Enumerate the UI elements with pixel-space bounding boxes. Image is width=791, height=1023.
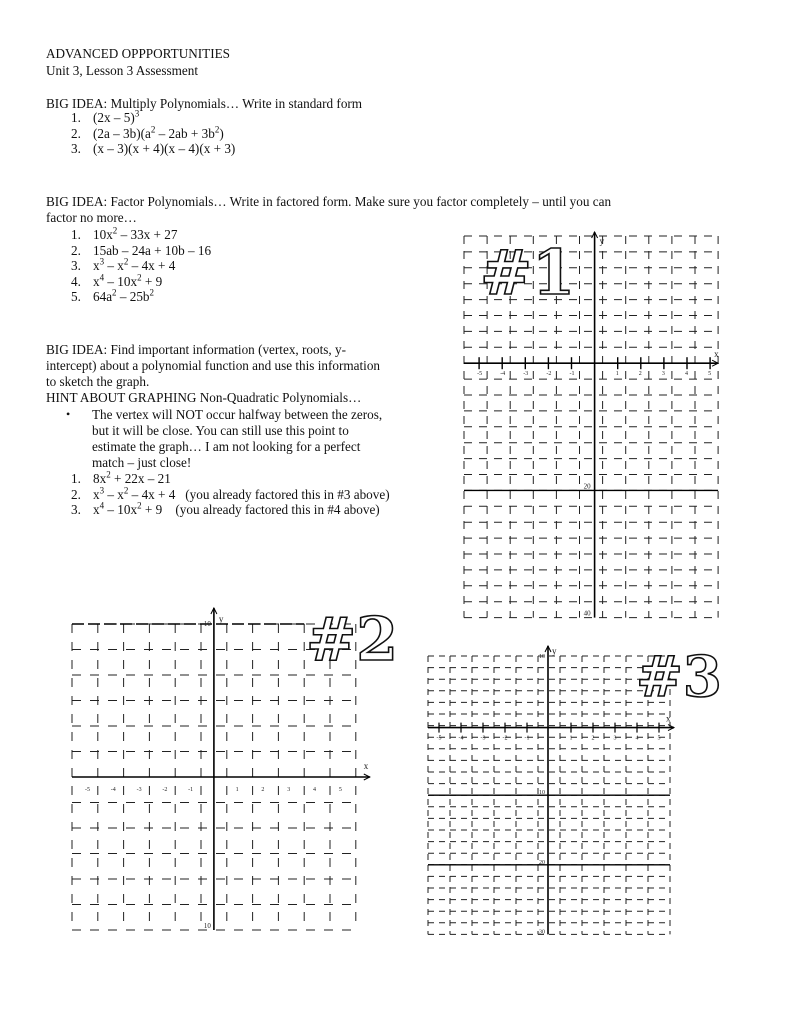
y-tick-label: 10 (203, 620, 211, 628)
section2-item (46, 227, 211, 243)
section2-item-text: $x^3 - x^2 - 4x + 4$ (93, 256, 176, 274)
section1-item-number: 2. (71, 125, 81, 141)
x-tick-label: -4 (458, 735, 464, 742)
y-tick-label: 10 (203, 922, 211, 930)
section3-heading-line2: intercept) about a polynomial function and use this information (46, 358, 381, 373)
graph-2-grid[interactable] (70, 605, 399, 938)
graph-3[interactable] (426, 642, 722, 942)
section1-item (46, 141, 235, 157)
graph-3-grid[interactable] (426, 642, 722, 942)
bullet-line-3: estimate the graph… I am not looking for a perfect (92, 439, 361, 454)
bullet-icon: • (66, 407, 71, 421)
section2-item-number: 2. (71, 242, 81, 258)
section3-item (46, 487, 390, 503)
section2-list (46, 227, 211, 305)
graph-1-grid[interactable] (462, 232, 724, 622)
x-tick-label: 4 (635, 735, 639, 742)
section2-item-number: 4. (71, 273, 81, 289)
x-tick-label: 3 (613, 735, 617, 742)
x-axis-label: x (714, 349, 719, 360)
section2-item-text: $x^4 - 10x^2 + 9$ (93, 272, 163, 289)
graph-label: #1 (480, 236, 576, 309)
bullet-line-4: match – just close! (92, 455, 192, 470)
section2-heading-line1: BIG IDEA: Factor Polynomials… Write in factored form. Make sure you factor completely – until you can (46, 194, 612, 209)
section1-item-number: 3. (71, 141, 81, 157)
graph-label: #3 (636, 644, 722, 710)
x-tick-label: 2 (591, 735, 595, 742)
x-tick-label: 3 (287, 787, 291, 793)
y-axis-label: y (218, 614, 224, 624)
y-axis-label: y (599, 236, 605, 246)
section3-list (46, 471, 390, 518)
x-tick-label: -3 (523, 371, 529, 378)
section2-item (46, 289, 211, 305)
x-tick-label: -3 (136, 787, 142, 793)
section1-item (46, 110, 235, 126)
y-tick-label: 30 (539, 929, 545, 936)
section3-item (46, 471, 390, 487)
graph-2[interactable] (70, 605, 399, 938)
bullet-line-1: The vertex will NOT occur halfway between the zeros, (92, 407, 383, 422)
x-tick-label: -1 (524, 735, 530, 742)
section2-item-number: 3. (71, 258, 81, 274)
x-tick-label: 4 (685, 371, 688, 378)
graph-1[interactable] (462, 232, 724, 622)
x-tick-label: 1 (235, 787, 239, 793)
x-axis-label: x (363, 761, 369, 771)
x-axis-label: x (666, 713, 671, 724)
x-tick-label: 2 (638, 371, 642, 378)
doc-title: ADVANCED OPPPORTUNITIES (46, 46, 230, 61)
x-tick-label: -1 (569, 371, 575, 378)
y-axis-label: y (552, 646, 557, 656)
x-tick-label: -5 (477, 371, 483, 378)
section2-item (46, 274, 211, 290)
section1-item (46, 126, 235, 142)
section1-item-number: 1. (71, 110, 81, 125)
section2-item-text: 15ab – 24a + 10b – 16 (93, 242, 212, 258)
section3-hint: HINT ABOUT GRAPHING Non-Quadratic Polynomials… (46, 390, 362, 405)
section1-item-text: (x – 3)(x + 4)(x – 4)(x + 3) (93, 141, 236, 157)
section3-heading-line3: to sketch the graph. (46, 374, 150, 389)
y-tick-label: 20 (583, 482, 591, 491)
section3-heading-line1: BIG IDEA: Find important information (vertex, roots, y- (46, 342, 346, 357)
x-tick-label: -5 (84, 787, 90, 793)
section3-item (46, 502, 390, 518)
section2-item-text: $10x^2 - 33x + 27$ (93, 225, 178, 242)
section2-item (46, 243, 211, 259)
x-tick-label: 5 (708, 371, 712, 378)
section3-item-text: $x^3 - x^2 - 4x + 4$ (you already factored this in #3 above) (93, 485, 390, 502)
section2-item-text: $64a^2 - 25b^2$ (93, 287, 155, 305)
section1-list (46, 110, 235, 157)
x-tick-label: 3 (661, 371, 665, 378)
x-tick-label: -3 (480, 735, 486, 742)
doc-subtitle: Unit 3, Lesson 3 Assessment (46, 63, 199, 78)
section2-item-number: 1. (71, 227, 81, 242)
x-tick-label: 4 (313, 787, 317, 793)
x-tick-label: 5 (657, 735, 661, 742)
x-tick-label: -5 (436, 735, 442, 742)
x-tick-label: -2 (502, 735, 508, 742)
y-tick-label: 10 (539, 790, 545, 797)
section1-heading: BIG IDEA: Multiply Polynomials… Write in standard form (46, 96, 363, 111)
section3-item-number: 1. (71, 471, 81, 486)
graph-label: #2 (306, 605, 399, 675)
x-tick-label: -2 (546, 371, 552, 378)
section3-item-number: 3. (71, 502, 81, 518)
section1-item-text: (2x – 5)$^3$ (93, 108, 140, 125)
x-tick-label: 5 (338, 787, 342, 793)
x-tick-label: -1 (188, 787, 194, 793)
x-tick-label: -2 (162, 787, 168, 793)
section3-item-number: 2. (71, 486, 81, 502)
x-tick-label: 2 (261, 787, 265, 793)
section3-item-text: $8x^2 + 22x - 21$ (93, 469, 171, 486)
section2-heading-line2: factor no more… (46, 210, 137, 225)
section2-item (46, 258, 211, 274)
section2-item-number: 5. (71, 289, 81, 305)
y-tick-label: 40 (583, 609, 591, 618)
bullet-line-2: but it will be close. You can still use this point to (92, 423, 349, 438)
section1-item-text: $(2a - 3b)(a^2 - 2ab + 3b^2)$ (93, 124, 224, 141)
y-tick-label: 10 (539, 654, 545, 660)
y-tick-label: 20 (539, 859, 545, 866)
x-tick-label: 1 (569, 735, 573, 742)
x-tick-label: -4 (500, 371, 506, 378)
x-tick-label: -4 (110, 787, 116, 793)
x-tick-label: 1 (615, 371, 619, 378)
section3-item-text: $x^4 - 10x^2 + 9$ (you already factored this in #4 above) (93, 500, 380, 518)
